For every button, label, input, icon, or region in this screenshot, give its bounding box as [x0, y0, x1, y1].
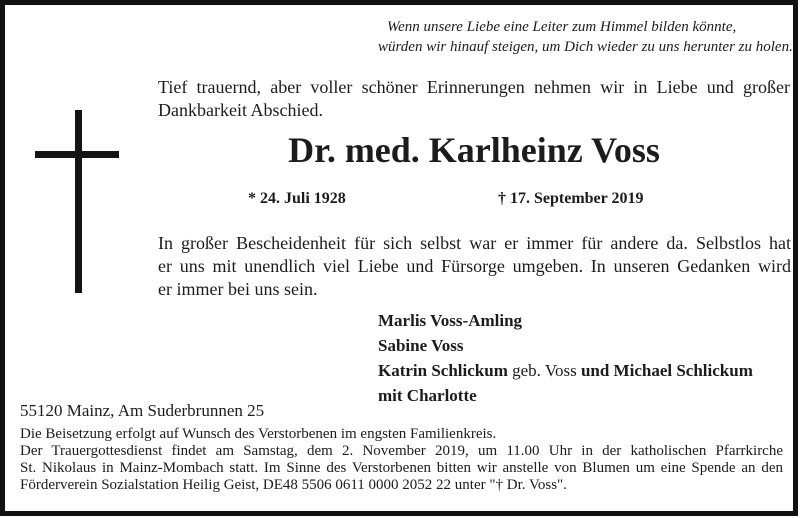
memorial-quote-line: würden wir hinauf steigen, um Dich wieder zu uns herunter zu holen.: [378, 39, 793, 55]
life-dates: [158, 190, 790, 210]
tribute-text-line: er uns mit unendlich viel Liebe und Fürsorge umgeben. In unseren Gedanken wird: [158, 256, 791, 276]
mourner-name-part: und Michael Schlickum: [580, 361, 753, 380]
intro-text: [158, 76, 790, 122]
mourner-name: Marlis Voss-Amling: [378, 311, 523, 330]
mourner-name: Sabine Voss: [378, 336, 464, 355]
funeral-notes-line: Die Beisetzung erfolgt auf Wunsch des Verstorbenen im engsten Familienkreis.: [20, 426, 497, 442]
tribute-text-line: In großer Bescheidenheit für sich selbst war er immer für andere da. Selbstlos hat: [158, 233, 791, 253]
memorial-quote: [378, 17, 793, 57]
address-line: 55120 Mainz, Am Suderbrunnen 25: [20, 401, 265, 420]
funeral-notes-line: Förderverein Sozialstation Heilig Geist, DE48 5506 0611 0000 2052 22 unter "† Dr. Voss".: [20, 477, 567, 493]
cross-horizontal-bar: [35, 151, 119, 158]
funeral-notes: [20, 426, 783, 494]
birth-date: * 24. Juli 1928: [248, 190, 346, 207]
cross-icon: [35, 110, 120, 295]
mourner-name-part: Katrin Schlickum: [378, 361, 508, 380]
cross-vertical-bar: [75, 110, 82, 293]
mourner-name: mit Charlotte: [378, 386, 477, 405]
intro-text-line: Dankbarkeit Abschied.: [158, 100, 323, 120]
mourner-name-part: geb. Voss: [507, 361, 581, 380]
intro-text-line: Tief trauernd, aber voller schöner Erinnerungen nehmen wir in Liebe und großer: [158, 77, 790, 97]
mourner-name: [378, 358, 783, 383]
death-date: † 17. September 2019: [498, 190, 644, 207]
funeral-notes-line: St. Nikolaus in Mainz-Mombach statt. Im Sinne des Verstorbenen bitten wir anstelle von Blumen um eine Spende an den: [20, 460, 783, 476]
funeral-notes-line: Der Trauergottesdienst findet am Samstag, dem 2. November 2019, um 11.00 Uhr in der katholischen Pfarrkirche: [20, 443, 783, 459]
tribute-text: [158, 232, 791, 301]
mourners-list: [378, 308, 783, 408]
memorial-quote-line: Wenn unsere Liebe eine Leiter zum Himmel bilden könnte,: [387, 19, 737, 35]
deceased-name: Dr. med. Karlheinz Voss: [288, 130, 660, 170]
tribute-text-line: er immer bei uns sein.: [158, 279, 318, 299]
